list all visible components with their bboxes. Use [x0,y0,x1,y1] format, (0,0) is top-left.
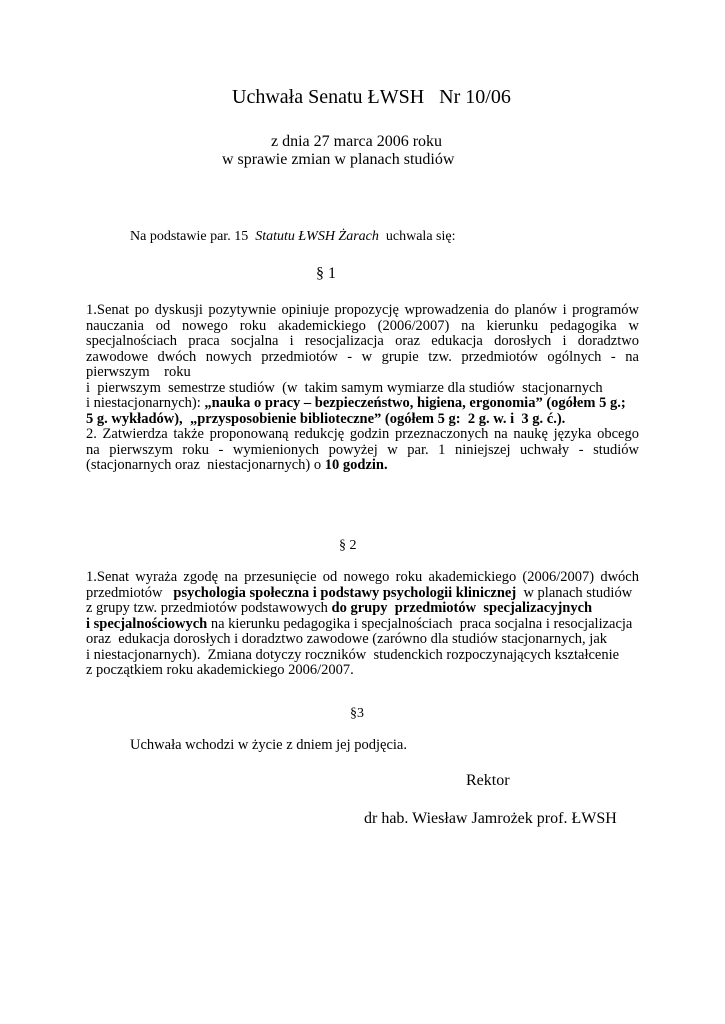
section-2-text: z grupy tzw. przedmiotów podstawowych [86,600,332,616]
section-1-line: pierwszym roku [86,364,191,380]
section-1-text: (stacjonarnych oraz niestacjonarnych) o [86,457,325,473]
target-group-cont: i specjalnościowych [86,615,208,632]
section-1-line: specjalnościach praca socjalna i resocjalizacja oraz edukacja dorosłych i doradztwo [86,333,639,349]
target-group: do grupy przedmiotów specjalizacyjnych [331,600,593,616]
section-1-line: i pierwszym semestrze studiów (w takim samym wymiarze dla studiów stacjonarnych [86,379,603,396]
section-2-text: w planach studiów [516,584,633,601]
subject-przysposobienie: „przysposobienie biblioteczne” (ogółem 5 g: 2 g. w. i 3 g. ć.). [189,410,566,427]
intro-suffix: uchwala się: [378,229,456,244]
intro-line [130,229,455,245]
section-1-bold-text: 5 g. wykładów), [86,410,190,427]
section-2-line [86,617,639,633]
section-1-line [86,412,639,428]
section-2-line: oraz edukacja dorosłych i doradztwo zawodowe (zarówno dla studiów stacjonarnych, jak [86,631,608,647]
section-2-line [86,601,639,617]
section-2-text: przedmiotów [86,584,174,601]
subject-nauka-o-pracy: „nauka o pracy – bezpieczeństwo, higiena, ergonomia” (ogółem 5 g.; [204,395,626,411]
document-subject: w sprawie zmian w planach studiów [222,151,455,168]
section-1-text: i niestacjonarnych): [86,395,205,411]
section-2-body [86,570,639,679]
section-1-line: zawodowe dwóch nowych przedmiotów - w grupie tzw. przedmiotów ogólnych - na [86,348,639,365]
section-1-line [86,458,639,474]
section-2-text: na kierunku pedagogika i specjalnościach praca socjalna i resocjalizacja [207,615,633,632]
section-1-line: na pierwszym roku - wymienionych powyżej w par. 1 niniejszej uchwały - studiów [86,441,639,458]
section-1-line: nauczania od nowego roku akademickiego (2006/2007) na kierunku pedagogika w [86,317,639,334]
hours-reduction: 10 godzin. [324,457,388,473]
document-title: Uchwała Senatu ŁWSH Nr 10/06 [232,86,511,108]
signature-name: dr hab. Wiesław Jamrożek prof. ŁWSH [364,810,617,827]
document-date: z dnia 27 marca 2006 roku [271,133,443,150]
section-1-body [86,303,639,474]
section-2-line: 1.Senat wyraża zgodę na przesunięcie od nowego roku akademickiego (2006/2007) dwóch [86,569,639,585]
intro-prefix: Na podstawie par. 15 [130,229,256,244]
section-1-symbol: § 1 [316,265,336,282]
intro-statute: Statutu ŁWSH Żarach [255,229,379,244]
section-3-text: Uchwała wchodzi w życie z dniem jej podjęcia. [130,737,407,753]
subject-psychologia: psychologia społeczna i podstawy psychologii klinicznej [173,584,517,601]
section-3-symbol: §3 [350,706,364,721]
section-1-line: 1.Senat po dyskusji pozytywnie opiniuje propozycję wprowadzenia do planów i programów [86,302,639,318]
section-1-line [86,396,639,412]
section-2-symbol: § 2 [339,538,357,553]
section-2-line: z początkiem roku akademickiego 2006/2007. [86,662,354,678]
section-2-line: i niestacjonarnych). Zmiana dotyczy roczników studenckich rozpoczynających kształcenie [86,646,620,663]
section-2-line [86,586,639,602]
signature-role: Rektor [466,772,510,789]
section-1-line: 2. Zatwierdza także proponowaną redukcję godzin przeznaczonych na naukę języka obcego [86,426,639,442]
